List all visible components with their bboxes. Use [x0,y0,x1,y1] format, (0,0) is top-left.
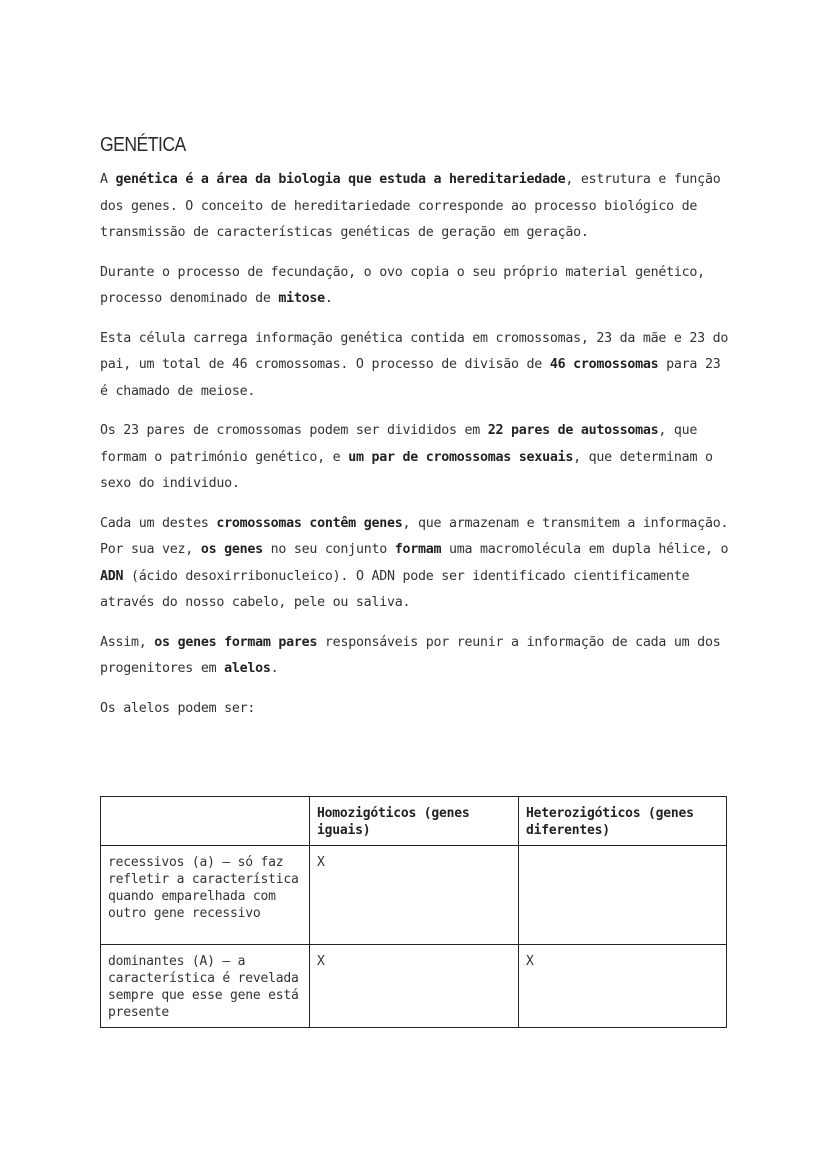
paragraph-chromosomes: Esta célula carrega informação genética contida em cromossomas, 23 da mãe e 23 do pai, um total de 46 cromossomas. O processo de divisão de 46 cromossomas para 23 é chamado de meiose. [100,330,729,399]
table-header-homozygous: Homozigóticos (genes iguais) [310,797,519,846]
table-cell-recessive-heterozygous [519,846,727,945]
table-cell-dominant: dominantes (A) – a característica é revelada sempre que esse gene está presente [101,945,310,1028]
table-row [101,945,727,1028]
paragraph-genetics-definition: A genética é a área da biologia que estuda a hereditariedade, estrutura e função dos genes. O conceito de hereditariedade corresponde ao processo biológico de transmissão de características genéticas de geração em geração. [100,172,721,240]
page-title: GENÉTICA [100,134,186,156]
table-cell-recessive-homozygous: X [310,846,519,945]
paragraph-chromosome-pairs: Os 23 pares de cromossomas podem ser divididos em 22 pares de autossomas, que formam o património genético, e um par de cromossomas sexuais, que determinam o sexo do individuo. [100,423,713,491]
paragraph-alleles: Assim, os genes formam pares responsáveis por reunir a informação de cada um dos progenitores em alelos. [100,634,721,676]
paragraph-alleles-intro: Os alelos podem ser: [100,700,256,716]
table-cell-dominant-homozygous: X [310,945,519,1028]
table-header-heterozygous: Heterozigóticos (genes diferentes) [519,797,727,846]
paragraph-fertilization: Durante o processo de fecundação, o ovo copia o seu próprio material genético, processo denominado de mitose. [100,264,705,306]
table-cell-recessive: recessivos (a) – só faz refletir a característica quando emparelhada com outro gene recessivo [101,846,310,945]
table-row [101,846,727,945]
table-cell-dominant-heterozygous: X [519,945,727,1028]
paragraph-genes: Cada um destes cromossomas contêm genes, que armazenam e transmitem a informação. Por sua vez, os genes no seu conjunto formam uma macromolécula em dupla hélice, o ADN (ácido desoxirribonucleico). O ADN pode ser identificado cientificamente através do nosso cabelo, pele ou saliva. [100,515,729,610]
table-header-row [101,797,727,846]
alleles-table [100,796,727,1028]
document-body [100,134,730,735]
table-header-cell-empty [101,797,310,846]
